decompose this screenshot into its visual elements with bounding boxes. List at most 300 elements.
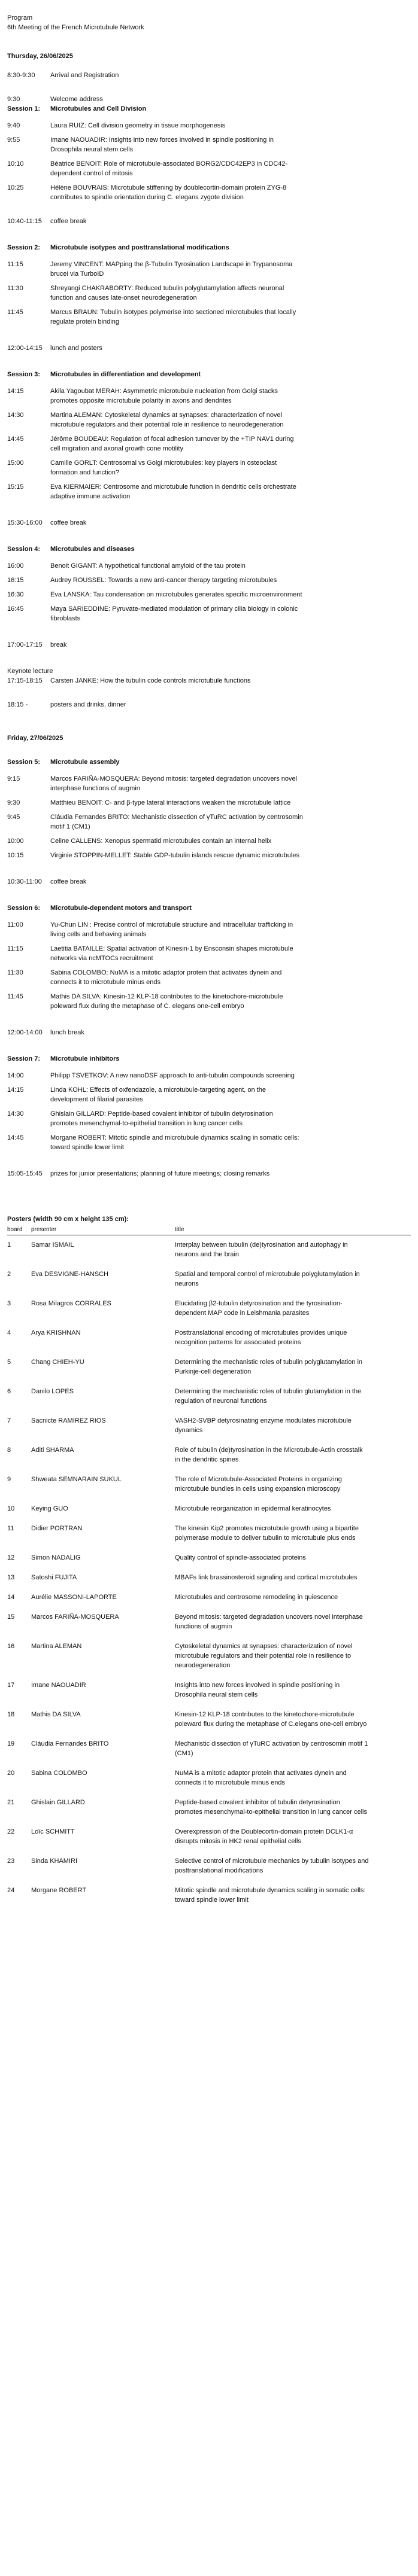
session-label: Session 5:	[7, 759, 41, 766]
talk-title-line: adaptive immune activation	[50, 493, 131, 500]
session3-talks	[7, 386, 411, 501]
talk-item	[7, 183, 411, 202]
poster-presenter: Shweata SEMNARAIN SUKUL	[31, 1476, 122, 1483]
poster-title-line: VASH2-SVBP detyrosinating enzyme modulates microtubule	[175, 1417, 352, 1424]
poster-presenter: Danilo LOPES	[31, 1388, 74, 1395]
poster-presenter: Sabina COLOMBO	[31, 1770, 87, 1777]
talk-time: 11:45	[7, 993, 23, 1000]
session-title: Microtubule assembly	[50, 759, 120, 766]
poster-title-line: Role of tubulin (de)tyrosination in the Microtubule-Actin crosstalk	[175, 1447, 363, 1454]
meeting-title: 6th Meeting of the French Microtubule Network	[7, 24, 144, 31]
poster-title-line: Determining the mechanistic roles of tubulin polyglutamylation in	[175, 1359, 363, 1366]
poster-board: 18	[7, 1711, 15, 1718]
talk-text	[50, 576, 411, 585]
poster-board: 24	[7, 1887, 15, 1894]
program-label: Program	[7, 14, 33, 22]
talk-title-line: cell migration and axonal growth cone motility	[50, 445, 183, 452]
poster-row	[7, 1568, 411, 1588]
talk-time: 14:30	[7, 412, 24, 419]
poster-title	[175, 1710, 411, 1729]
poster-title-line: Beyond mitosis: targeted degradation uncovers novel interphase	[175, 1613, 363, 1621]
evening-item	[7, 700, 411, 710]
poster-board: 5	[7, 1359, 11, 1366]
poster-title	[175, 1524, 411, 1543]
talk-text	[50, 1133, 411, 1152]
talk-time: 11:15	[7, 261, 23, 268]
session1-talks	[7, 121, 411, 202]
break-time: 10:40-11:15	[7, 218, 42, 225]
poster-title-line: Overexpression of the Doublecortin-domain protein DCLK1-α	[175, 1828, 353, 1835]
keynote-time: 17:15-18:15	[7, 677, 43, 684]
poster-presenter: Marcos FARIÑA-MOSQUERA	[31, 1613, 119, 1621]
break-time: 10:30-11:00	[7, 878, 42, 885]
talk-item	[7, 159, 411, 178]
poster-title	[175, 1642, 411, 1670]
closing-time: 15:05-15:45	[7, 1170, 43, 1177]
session-title: Microtubules and diseases	[50, 546, 135, 553]
talk-title-line: networks via ncMTOCs recruitment	[50, 955, 153, 962]
session4-talks	[7, 561, 411, 623]
talk-title-line: Jeremy VINCENT: MAPping the β-Tubulin Tyrosination Landscape in Trypanosoma	[50, 261, 293, 268]
talk-item	[7, 135, 411, 154]
talk-title-line: Camille GORLT: Centrosomal vs Golgi microtubules: key players in osteoclast	[50, 459, 277, 467]
talk-title-line: toward spindle lower limit	[50, 1144, 124, 1151]
talk-title-line: function and causes late-onset neurodegeneration	[50, 294, 197, 302]
poster-title	[175, 1269, 411, 1289]
talk-title-line: poleward flux during the metaphase of C. elegans one-cell embryo	[50, 1003, 244, 1010]
poster-title	[175, 1739, 411, 1758]
talk-item	[7, 1085, 411, 1104]
talk-item	[7, 307, 411, 327]
poster-presenter: Didier PORTRAN	[31, 1525, 83, 1532]
talk-time: 11:00	[7, 921, 23, 928]
poster-presenter: Aurélie MASSONI-LAPORTE	[31, 1594, 117, 1601]
talk-text	[50, 121, 411, 130]
poster-title	[175, 1680, 411, 1700]
session-header	[7, 104, 411, 114]
session5-talks	[7, 774, 411, 860]
session-label: Session 3:	[7, 371, 41, 378]
talk-title-line: Sabina COLOMBO: NuMA is a mitotic adaptor protein that activates dynein and	[50, 969, 282, 976]
poster-board: 21	[7, 1799, 15, 1806]
poster-title-line: microtubule bundles in cells using expansion microscopy	[175, 1485, 341, 1493]
poster-row	[7, 1548, 411, 1568]
talk-title-line: fibroblasts	[50, 615, 81, 622]
poster-presenter: Aditi SHARMA	[31, 1447, 74, 1454]
poster-board: 19	[7, 1740, 15, 1747]
posters-table-header	[7, 1225, 411, 1235]
talk-title-line: motif 1 (CM1)	[50, 823, 90, 830]
poster-row	[7, 1588, 411, 1607]
talk-title-line: Ghislain GILLARD: Peptide-based covalent inhibitor of tubulin detyrosination	[50, 1110, 273, 1118]
item-time: 8:30-9:30	[7, 72, 35, 79]
talk-title-line: Linda KOHL: Effects of oxfendazole, a microtubule-targeting agent, on the	[50, 1086, 266, 1094]
poster-row	[7, 1411, 411, 1441]
poster-title	[175, 1768, 411, 1788]
poster-row	[7, 1382, 411, 1411]
poster-title-line: polymerase module to deliver tubulin to microtubule plus ends	[175, 1534, 356, 1542]
talk-title-line: Maya SARIEDDINE: Pyruvate-mediated modulation of primary cilia biology in colonic	[50, 605, 298, 613]
talk-text	[50, 135, 411, 154]
talk-text	[50, 1071, 411, 1080]
poster-title-line: in the dendritic spines	[175, 1456, 239, 1463]
closing-text: prizes for junior presentations; planning of future meetings; closing remarks	[50, 1170, 270, 1177]
talk-time: 16:45	[7, 605, 24, 613]
talk-text	[50, 992, 411, 1011]
talk-item	[7, 386, 411, 406]
poster-title-line: posttranslational modifications	[175, 1867, 263, 1874]
poster-board: 2	[7, 1271, 11, 1278]
header-presenter: presenter	[31, 1226, 57, 1233]
evening-time: 18:15 -	[7, 701, 28, 708]
talk-time: 9:45	[7, 814, 20, 821]
poster-presenter: Samar ISMAIL	[31, 1241, 74, 1249]
header-title: title	[175, 1226, 184, 1233]
talk-time: 14:45	[7, 1134, 24, 1141]
talk-title-line: Virginie STOPPIN-MELLET: Stable GDP-tubulin islands rescue dynamic microtubules	[50, 852, 299, 859]
break-item	[7, 640, 411, 650]
poster-title-line: Peptide-based covalent inhibitor of tubulin detyrosination	[175, 1799, 340, 1806]
talk-title-line: microtubule regulators and their potential role in resilience to neurodegeneration	[50, 421, 284, 428]
talk-item	[7, 1109, 411, 1128]
talk-title-line: Laura RUIZ: Cell division geometry in tissue morphogenesis	[50, 122, 226, 129]
break-time: 12:00-14:15	[7, 345, 43, 352]
session7-talks	[7, 1071, 411, 1152]
talk-time: 10:25	[7, 184, 24, 191]
talk-title-line: Morgane ROBERT: Mitotic spindle and microtubule dynamics scaling in somatic cells:	[50, 1134, 299, 1141]
poster-presenter: Eva DESVIGNE-HANSCH	[31, 1271, 108, 1278]
poster-title	[175, 1504, 411, 1514]
talk-title-line: Philipp TSVETKOV: A new nanoDSF approach to anti-tubulin compounds screening	[50, 1072, 295, 1079]
talk-item	[7, 851, 411, 860]
session-header	[7, 1054, 411, 1064]
talk-item	[7, 798, 411, 808]
poster-title	[175, 1612, 411, 1631]
poster-board: 4	[7, 1329, 11, 1336]
poster-presenter: Sinda KHAMIRI	[31, 1858, 78, 1865]
talk-text	[50, 798, 411, 808]
talk-title-line: promotes mesenchymal-to-epithelial transition in lung cancer cells	[50, 1120, 243, 1127]
session-label: Session 4:	[7, 546, 41, 553]
talk-title-line: Akila Yagoubat MERAH: Asymmetric microtubule nucleation from Golgi stacks	[50, 388, 278, 395]
item-time: 9:30	[7, 96, 20, 103]
poster-board: 10	[7, 1505, 15, 1512]
talk-title-line: Mathis DA SILVA: Kinesin-12 KLP-18 contributes to the kinetochore-microtubule	[50, 993, 283, 1000]
poster-board: 14	[7, 1594, 15, 1601]
talk-time: 14:45	[7, 436, 24, 443]
poster-title-line: The role of Microtubule-Associated Proteins in organizing	[175, 1476, 342, 1483]
session-header	[7, 243, 411, 252]
talk-text	[50, 284, 411, 303]
poster-presenter: Ghislain GILLARD	[31, 1799, 85, 1806]
poster-board: 11	[7, 1525, 14, 1532]
poster-presenter: Martina ALEMAN	[31, 1643, 82, 1650]
talk-time: 11:45	[7, 309, 23, 316]
item-text: Welcome address	[50, 96, 103, 103]
poster-title-line: recognition patterns for associated proteins	[175, 1339, 301, 1346]
poster-presenter: Simon NADALIG	[31, 1554, 81, 1561]
talk-item	[7, 604, 411, 623]
talk-item	[7, 434, 411, 453]
poster-presenter: Rosa Milagros CORRALES	[31, 1300, 111, 1307]
poster-title-line: Microtubule reorganization in epidermal keratinocytes	[175, 1505, 331, 1512]
talk-text	[50, 434, 411, 453]
talk-text	[50, 836, 411, 846]
poster-row	[7, 1734, 411, 1764]
poster-board: 23	[7, 1858, 15, 1865]
poster-board: 1	[7, 1241, 11, 1249]
talk-time: 11:30	[7, 969, 23, 976]
talk-item	[7, 458, 411, 477]
poster-title-line: The kinesin Kip2 promotes microtubule growth using a bipartite	[175, 1525, 359, 1532]
break-text: coffee break	[50, 218, 87, 225]
talk-time: 10:00	[7, 838, 24, 845]
break-text: lunch break	[50, 1029, 84, 1036]
talk-title-line: Cláudia Fernandes BRITO: Mechanistic dissection of γTuRC activation by centrosomin	[50, 814, 303, 821]
poster-title-line: Insights into new forces involved in spindle positioning in	[175, 1682, 340, 1689]
keynote-label: Keynote lecture	[7, 668, 53, 675]
talk-title-line: Matthieu BENOIT: C- and β-type lateral interactions weaken the microtubule lattice	[50, 799, 291, 806]
talk-title-line: Hélène BOUVRAIS: Microtubule stiffening by doublecortin-domain protein ZYG-8	[50, 184, 287, 191]
talk-item	[7, 576, 411, 585]
poster-row	[7, 1607, 411, 1637]
poster-presenter: Morgane ROBERT	[31, 1887, 87, 1894]
poster-title	[175, 1387, 411, 1406]
talk-time: 14:15	[7, 388, 24, 395]
poster-title-line: Microtubules and centrosome remodeling in quiescence	[175, 1594, 338, 1601]
talk-item	[7, 920, 411, 939]
poster-title	[175, 1475, 411, 1494]
session6-talks	[7, 920, 411, 1011]
keynote-text: Carsten JANKE: How the tubulin code controls microtubule functions	[50, 677, 251, 684]
poster-row	[7, 1470, 411, 1499]
talk-title-line: promotes opposite microtubule polarity in axons and dendrites	[50, 397, 232, 404]
poster-title-line: microtubule regulators and their potential role in resilience to	[175, 1652, 352, 1660]
break-item	[7, 1028, 411, 1037]
break-item	[7, 343, 411, 353]
talk-text	[50, 458, 411, 477]
poster-row	[7, 1294, 411, 1323]
poster-title-line: Spatial and temporal control of microtubule polyglutamylation in	[175, 1271, 360, 1278]
poster-presenter: Arya KRISHNAN	[31, 1329, 81, 1336]
talk-time: 16:00	[7, 562, 24, 570]
poster-title-line: functions of augmin	[175, 1623, 232, 1630]
talk-time: 9:55	[7, 136, 20, 144]
poster-title-line: Kinesin-12 KLP-18 contributes to the kinetochore-microtubule	[175, 1711, 355, 1718]
poster-title	[175, 1416, 411, 1435]
break-item	[7, 877, 411, 887]
talk-item	[7, 968, 411, 987]
talk-item	[7, 121, 411, 130]
session-title: Microtubules and Cell Division	[50, 105, 147, 112]
poster-row	[7, 1323, 411, 1353]
break-text: lunch and posters	[50, 345, 102, 352]
poster-title	[175, 1553, 411, 1563]
talk-title-line: Marcos FARIÑA-MOSQUERA: Beyond mitosis: targeted degradation uncovers novel	[50, 775, 298, 782]
session-label: Session 6:	[7, 905, 41, 912]
poster-board: 12	[7, 1554, 15, 1561]
talk-time: 14:30	[7, 1110, 24, 1118]
poster-title-line: Drosophila neural stem cells	[175, 1691, 258, 1698]
talk-title-line: Eva KIERMAIER: Centrosome and microtubule function in dendritic cells orchestrate	[50, 483, 296, 491]
talk-time: 15:00	[7, 459, 24, 467]
poster-title	[175, 1798, 411, 1817]
poster-title-line: Elucidating β2-tubulin detyrosination and the tyrosination-	[175, 1300, 343, 1307]
session-title: Microtubule-dependent motors and transport	[50, 905, 192, 912]
session-title: Microtubules in differentiation and development	[50, 371, 201, 378]
talk-title-line: connects it to microtubule minus ends	[50, 979, 161, 986]
poster-title	[175, 1886, 411, 1905]
poster-board: 22	[7, 1828, 15, 1835]
poster-title-line: neurons and the brain	[175, 1251, 240, 1258]
poster-title	[175, 1328, 411, 1347]
day-title-friday: Friday, 27/06/2025	[7, 735, 63, 742]
talk-text	[50, 812, 411, 832]
talk-item	[7, 992, 411, 1011]
day-title-thursday: Thursday, 26/06/2025	[7, 53, 73, 60]
poster-title-line: Mechanistic dissection of γTuRC activation by centrosomin motif 1	[175, 1740, 368, 1747]
poster-board: 20	[7, 1770, 15, 1777]
talk-title-line: Celine CALLENS: Xenopus spermatid microtubules contain an internal helix	[50, 838, 272, 845]
poster-title-line: Determining the mechanistic roles of tubulin glutamylation in the	[175, 1388, 362, 1395]
talk-title-line: Laetitia BATAILLE: Spatial activation of Kinesin-1 by Ensconsin shapes microtubule	[50, 945, 293, 952]
talk-item	[7, 482, 411, 501]
schedule-item	[7, 71, 411, 80]
talk-text	[50, 968, 411, 987]
poster-row	[7, 1822, 411, 1852]
session-label: Session 2:	[7, 244, 41, 251]
talk-title-line: Jérôme BOUDEAU: Regulation of focal adhesion turnover by the +TIP NAV1 during	[50, 436, 294, 443]
talk-time: 14:00	[7, 1072, 24, 1079]
talk-title-line: dependent control of mitosis	[50, 170, 133, 177]
break-item	[7, 217, 411, 226]
closing-item	[7, 1169, 411, 1179]
break-time: 17:00-17:15	[7, 641, 43, 648]
item-text: Arrival and Registration	[50, 72, 119, 79]
poster-board: 6	[7, 1388, 11, 1395]
poster-row	[7, 1265, 411, 1294]
talk-text	[50, 260, 411, 279]
poster-row	[7, 1441, 411, 1470]
talk-text	[50, 851, 411, 860]
talk-title-line: Audrey ROUSSEL: Towards a new anti-cancer therapy targeting microtubules	[50, 577, 277, 584]
poster-title-line: Cytoskeletal dynamics at synapses: characterization of novel	[175, 1643, 353, 1650]
talk-title-line: brucei via TurboID	[50, 270, 104, 278]
poster-board: 7	[7, 1417, 11, 1424]
talk-text	[50, 482, 411, 501]
talk-title-line: Eva LANSKA: Tau condensation on microtubules generates specific microenvironment	[50, 591, 302, 598]
talk-time: 14:15	[7, 1086, 24, 1094]
session-header	[7, 544, 411, 554]
talk-item	[7, 1071, 411, 1080]
poster-title-line: promotes mesenchymal-to-epithelial transition in lung cancer cells	[175, 1808, 367, 1816]
poster-title	[175, 1856, 411, 1875]
talk-time: 15:15	[7, 483, 24, 491]
talk-title-line: regulate protein binding	[50, 318, 119, 325]
posters-title: Posters (width 90 cm x height 135 cm):	[7, 1216, 129, 1223]
poster-row	[7, 1676, 411, 1705]
poster-title-line: dynamics	[175, 1427, 203, 1434]
talk-text	[50, 604, 411, 623]
break-text: break	[50, 641, 67, 648]
poster-presenter: Satoshi FUJITA	[31, 1574, 77, 1581]
session-label: Session 1:	[7, 105, 41, 112]
talk-title-line: formation and function?	[50, 469, 119, 476]
poster-title-line: MBAFs link brassinosteroid signaling and cortical microtubules	[175, 1574, 358, 1581]
talk-text	[50, 183, 411, 202]
poster-title-line: Purkinje-cell degeneration	[175, 1368, 252, 1375]
poster-row	[7, 1881, 411, 1910]
talk-item	[7, 410, 411, 430]
break-time: 12:00-14:00	[7, 1029, 43, 1036]
talk-item	[7, 590, 411, 599]
poster-title	[175, 1299, 411, 1318]
poster-row	[7, 1793, 411, 1822]
talk-item	[7, 284, 411, 303]
poster-title-line: disrupts mitosis in HK2 renal epithelial cells	[175, 1838, 301, 1845]
talk-item	[7, 561, 411, 571]
talk-title-line: Béatrice BENOIT: Role of microtubule-associated BORG2/CDC42EP3 in CDC42-	[50, 160, 288, 168]
talk-text	[50, 1109, 411, 1128]
talk-title-line: Imane NAOUADIR: Insights into new forces involved in spindle positioning in	[50, 136, 274, 144]
poster-presenter: Imane NAOUADIR	[31, 1682, 86, 1689]
poster-title-line: NuMA is a mitotic adaptor protein that activates dynein and	[175, 1770, 347, 1777]
session-header	[7, 370, 411, 379]
poster-row	[7, 1705, 411, 1734]
poster-title-line: poleward flux during the metaphase of C.elegans one-cell embryo	[175, 1721, 367, 1728]
talk-item	[7, 812, 411, 832]
poster-title-line: neurodegeneration	[175, 1662, 231, 1669]
talk-text	[50, 159, 411, 178]
talk-time: 16:30	[7, 591, 24, 598]
keynote-item	[7, 676, 411, 686]
posters-table	[7, 1235, 411, 1910]
poster-board: 8	[7, 1447, 11, 1454]
talk-title-line: Martina ALEMAN: Cytoskeletal dynamics at synapses: characterization of novel	[50, 412, 283, 419]
talk-text	[50, 944, 411, 963]
poster-title-line: toward spindle lower limit	[175, 1896, 249, 1904]
talk-text	[50, 561, 411, 571]
poster-presenter: Chang CHIEH-YU	[31, 1359, 84, 1366]
break-item	[7, 518, 411, 528]
poster-board: 9	[7, 1476, 11, 1483]
poster-title-line: Interplay between tubulin (de)tyrosination and autophagy in	[175, 1241, 348, 1249]
poster-title	[175, 1240, 411, 1259]
talk-time: 9:30	[7, 799, 20, 806]
poster-board: 15	[7, 1613, 15, 1621]
talk-time: 11:30	[7, 285, 23, 292]
poster-row	[7, 1637, 411, 1676]
talk-time: 9:15	[7, 775, 20, 782]
talk-text	[50, 410, 411, 430]
poster-row	[7, 1499, 411, 1519]
poster-row	[7, 1519, 411, 1548]
header-board: board	[7, 1226, 23, 1233]
poster-presenter: Cláudia Fernandes BRITO	[31, 1740, 109, 1747]
talk-title-line: Shreyangi CHAKRABORTY: Reduced tubulin polyglutamylation affects neuronal	[50, 285, 284, 292]
evening-text: posters and drinks, dinner	[50, 701, 126, 708]
poster-board: 3	[7, 1300, 11, 1307]
poster-title-line: dependent MAP code in Leishmania parasites	[175, 1310, 310, 1317]
talk-item	[7, 1133, 411, 1152]
poster-title	[175, 1827, 411, 1846]
talk-title-line: Drosophila neural stem cells	[50, 146, 134, 153]
break-text: coffee break	[50, 878, 87, 885]
poster-title-line: Selective control of microtubule mechanics by tubulin isotypes and	[175, 1858, 369, 1865]
schedule-item	[7, 95, 411, 104]
poster-presenter: Loïc SCHMITT	[31, 1828, 75, 1835]
poster-presenter: Mathis DA SILVA	[31, 1711, 81, 1718]
